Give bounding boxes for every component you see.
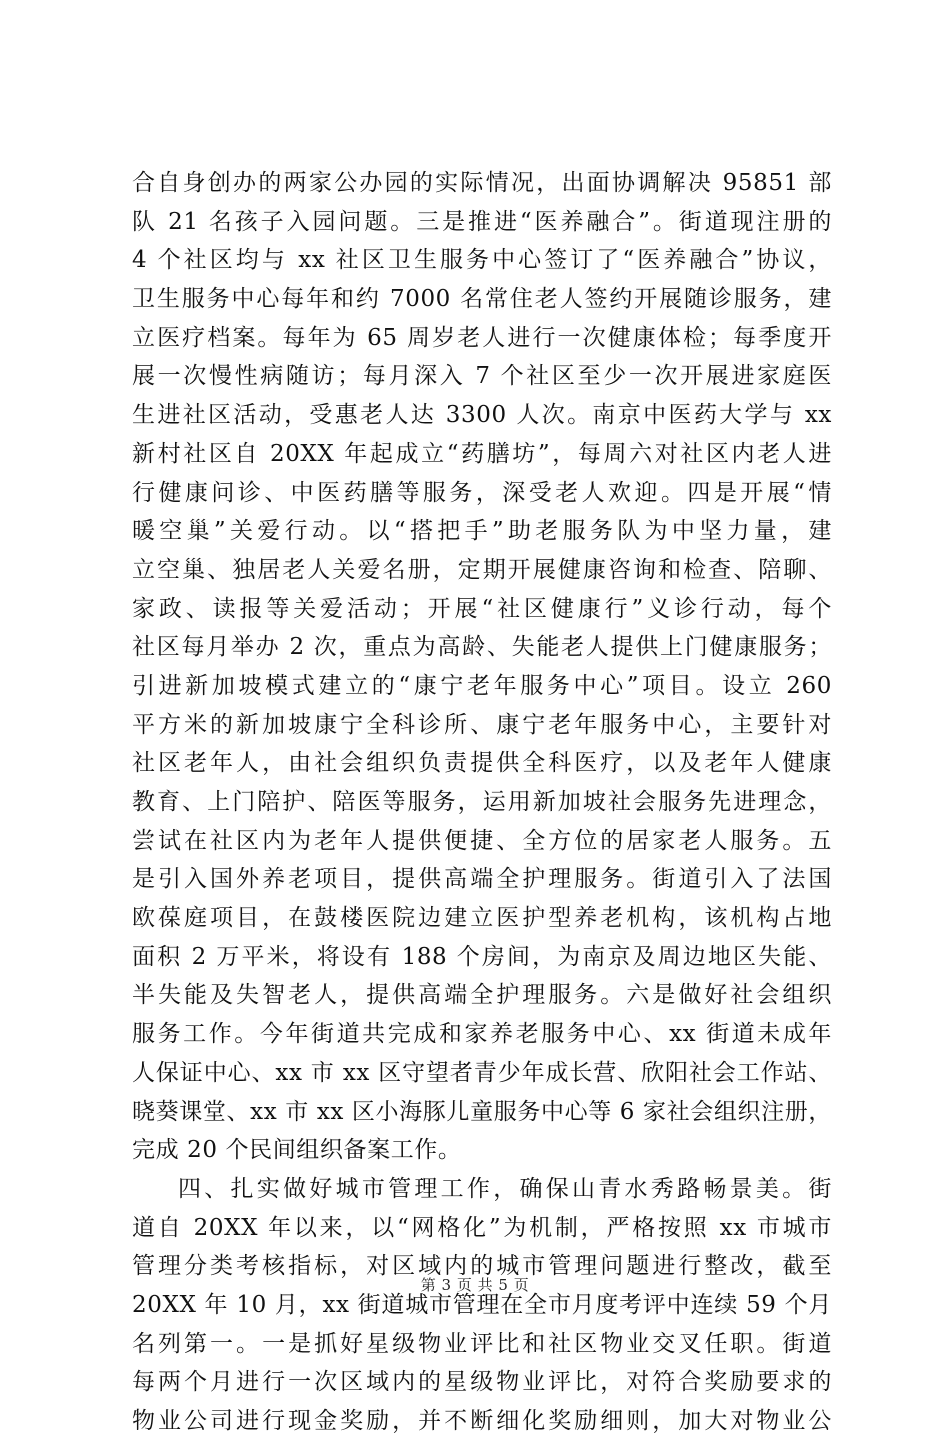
text-line: 社区老年人，由社会组织负责提供全科医疗，以及老年人健康 — [132, 750, 832, 777]
text-line: 服务工作。今年街道共完成和家养老服务中心、xx 街道未成年 — [132, 1021, 832, 1048]
text-line: 立空巢、独居老人关爱名册，定期开展健康咨询和检查、陪聊、 — [132, 556, 832, 583]
document-body — [132, 164, 832, 1441]
text-line: 管理分类考核指标，对区域内的城市管理问题进行整改，截至 — [132, 1253, 832, 1280]
page-footer: 第 3 页 共 5 页 — [420, 1276, 530, 1294]
text-line: 暖空巢”关爱行动。以“搭把手”助老服务队为中坚力量，建 — [132, 518, 832, 545]
text-line: 尝试在社区内为老年人提供便捷、全方位的居家老人服务。五 — [132, 827, 832, 854]
text-line: 名列第一。一是抓好星级物业评比和社区物业交叉任职。街道 — [132, 1330, 832, 1357]
text-line: 半失能及失智老人，提供高端全护理服务。六是做好社会组织 — [132, 982, 832, 1009]
text-line: 每两个月进行一次区域内的星级物业评比，对符合奖励要求的 — [132, 1369, 832, 1396]
text-line: 新村社区自 20XX 年起成立“药膳坊”，每周六对社区内老人进 — [132, 440, 832, 467]
text-line: 面积 2 万平米，将设有 188 个房间，为南京及周边地区失能、 — [132, 943, 832, 970]
text-line: 家政、读报等关爱活动；开展“社区健康行”义诊行动，每个 — [132, 595, 832, 622]
text-line: 4 个社区均与 xx 社区卫生服务中心签订了“医养融合”协议， — [132, 247, 832, 274]
paragraph-end-line: 完成 20 个民间组织备案工作。 — [132, 1137, 462, 1164]
text-line: 晓葵课堂、xx 市 xx 区小海豚儿童服务中心等 6 家社会组织注册， — [132, 1098, 832, 1125]
text-line: 行健康问诊、中医药膳等服务，深受老人欢迎。四是开展“情 — [132, 479, 832, 506]
text-line: 人保证中心、xx 市 xx 区守望者青少年成长营、欣阳社会工作站、 — [132, 1059, 832, 1086]
text-line: 社区每月举办 2 次，重点为高龄、失能老人提供上门健康服务； — [132, 634, 832, 661]
text-line: 卫生服务中心每年和约 7000 名常住老人签约开展随诊服务，建 — [132, 286, 832, 313]
text-line: 引进新加坡模式建立的“康宁老年服务中心”项目。设立 260 — [132, 672, 832, 699]
section-four-first-line: 四、扎实做好城市管理工作，确保山青水秀路畅景美。街 — [178, 1175, 832, 1202]
text-line: 生进社区活动，受惠老人达 3300 人次。南京中医药大学与 xx — [132, 402, 832, 429]
text-line: 是引入国外养老项目，提供高端全护理服务。街道引入了法国 — [132, 866, 832, 893]
text-line: 物业公司进行现金奖励，并不断细化奖励细则，加大对物业公 — [132, 1408, 832, 1434]
text-line: 合自身创办的两家公办园的实际情况，出面协调解决 95851 部 — [132, 170, 832, 196]
text-line: 平方米的新加坡康宁全科诊所、康宁老年服务中心，主要针对 — [132, 711, 832, 738]
text-line: 20XX 年 10 月，xx 街道城市管理在全市月度考评中连续 59 个月 — [132, 1291, 832, 1318]
text-line: 立医疗档案。每年为 65 周岁老人进行一次健康体检；每季度开 — [132, 324, 832, 351]
text-line: 道自 20XX 年以来，以“网格化”为机制，严格按照 xx 市城市 — [132, 1214, 832, 1241]
text-line: 队 21 名孩子入园问题。三是推进“医养融合”。街道现注册的 — [132, 208, 832, 235]
text-line: 欧葆庭项目，在鼓楼医院边建立医护型养老机构，该机构占地 — [132, 905, 832, 932]
text-line: 教育、上门陪护、陪医等服务，运用新加坡社会服务先进理念， — [132, 789, 832, 815]
text-line: 展一次慢性病随访；每月深入 7 个社区至少一次开展进家庭医 — [132, 363, 832, 390]
